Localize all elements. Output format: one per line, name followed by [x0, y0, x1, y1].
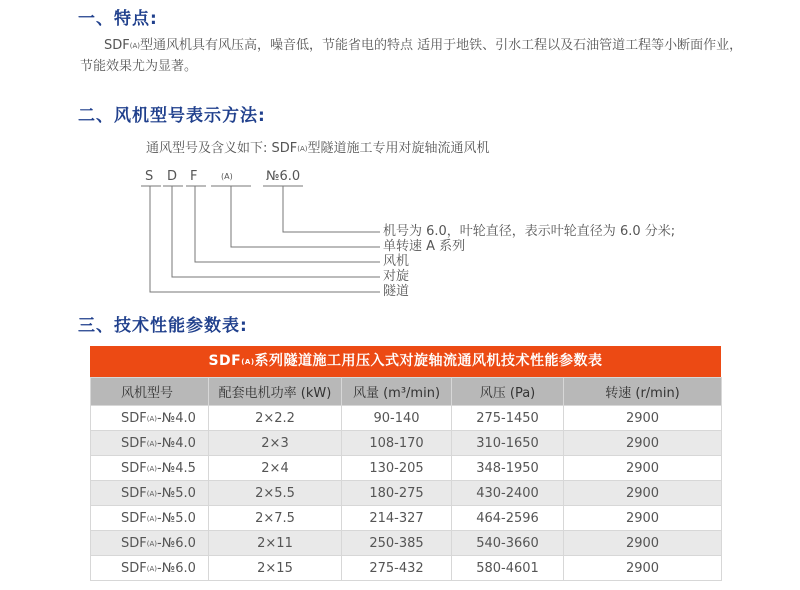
cell-model-subscript: (A): [146, 564, 158, 573]
cell-model-suffix: -№5.0: [157, 510, 196, 526]
cell-model-subscript: (A): [146, 439, 158, 448]
cell-model-prefix: SDF: [121, 485, 147, 501]
features-subscript: (A): [129, 42, 141, 50]
spec-table: [90, 377, 722, 581]
diagram-label-tunnel: 隧道: [383, 284, 410, 299]
cell-speed: 2900: [564, 506, 722, 531]
diagram-label-fan: 风机: [383, 254, 410, 269]
cell-model-subscript: (A): [146, 464, 158, 473]
cell-pressure: 348-1950: [452, 456, 564, 481]
code-number: №6.0: [266, 169, 301, 184]
code-letter-d: D: [167, 169, 178, 184]
cell-model-prefix: SDF: [121, 435, 147, 451]
cell-pressure: 540-3660: [452, 531, 564, 556]
header-speed: 转速 (r/min): [564, 378, 722, 406]
cell-model: [91, 406, 209, 431]
cell-power: 2×5.5: [209, 481, 342, 506]
cell-model-subscript: (A): [146, 489, 158, 498]
table-row: [91, 531, 722, 556]
spec-table-header-row: [91, 378, 722, 406]
cell-speed: 2900: [564, 431, 722, 456]
cell-power: 2×3: [209, 431, 342, 456]
cell-power: 2×4: [209, 456, 342, 481]
cell-model-prefix: SDF: [121, 535, 147, 551]
cell-flow: 180-275: [342, 481, 452, 506]
features-text-prefix: SDF: [104, 38, 130, 53]
cell-flow: 90-140: [342, 406, 452, 431]
cell-model-suffix: -№4.0: [157, 410, 196, 426]
table-row: [91, 506, 722, 531]
cell-model: [91, 431, 209, 456]
code-subscript: (A): [221, 172, 233, 181]
header-flow: 风量 (m³/min): [342, 378, 452, 406]
cell-pressure: 275-1450: [452, 406, 564, 431]
code-letter-f: F: [190, 169, 198, 184]
cell-model: [91, 456, 209, 481]
diagram-label-number: 机号为 6.0，叶轮直径，表示叶轮直径为 6.0 分米;: [383, 224, 676, 239]
cell-model-prefix: SDF: [121, 560, 147, 576]
table-row: [91, 431, 722, 456]
cell-speed: 2900: [564, 556, 722, 581]
cell-flow: 130-205: [342, 456, 452, 481]
features-text: 型通风机具有风压高，噪音低，节能省电的特点 适用于地铁、引水工程以及石油管道工程等小断面作业，: [140, 38, 743, 53]
cell-flow: 250-385: [342, 531, 452, 556]
cell-power: 2×11: [209, 531, 342, 556]
header-model: 风机型号: [91, 378, 209, 406]
diagram-label-series: 单转速 A 系列: [383, 239, 466, 254]
spec-table-title: [90, 346, 721, 377]
model-intro-suffix: 型隧道施工专用对旋轴流通风机: [307, 141, 490, 156]
table-row: [91, 456, 722, 481]
cell-speed: 2900: [564, 531, 722, 556]
table-row: [91, 406, 722, 431]
section-title-model: 二、风机型号表示方法:: [78, 106, 266, 126]
table-row: [91, 481, 722, 506]
cell-pressure: 464-2596: [452, 506, 564, 531]
cell-model: [91, 481, 209, 506]
cell-model-prefix: SDF: [121, 460, 147, 476]
cell-flow: 108-170: [342, 431, 452, 456]
cell-model-prefix: SDF: [121, 510, 147, 526]
cell-model-suffix: -№4.0: [157, 435, 196, 451]
cell-pressure: 580-4601: [452, 556, 564, 581]
cell-pressure: 310-1650: [452, 431, 564, 456]
cell-model: [91, 506, 209, 531]
cell-power: 2×15: [209, 556, 342, 581]
model-intro-prefix: 通风型号及含义如下: SDF: [146, 141, 298, 156]
cell-pressure: 430-2400: [452, 481, 564, 506]
spec-table-title-prefix: SDF: [208, 353, 242, 369]
spec-table-title-subscript: (A): [241, 358, 255, 366]
cell-model-suffix: -№4.5: [157, 460, 196, 476]
features-text-line2: 节能效果尤为显著。: [80, 59, 198, 74]
cell-model-subscript: (A): [146, 514, 158, 523]
cell-power: 2×7.5: [209, 506, 342, 531]
cell-flow: 214-327: [342, 506, 452, 531]
cell-model-suffix: -№6.0: [157, 535, 196, 551]
spec-table-title-suffix: 系列隧道施工用压入式对旋轴流通风机技术性能参数表: [254, 353, 603, 369]
cell-model-suffix: -№5.0: [157, 485, 196, 501]
section-title-specs: 三、技术性能参数表:: [78, 316, 248, 336]
code-letter-s: S: [145, 169, 154, 184]
table-row: [91, 556, 722, 581]
diagram-label-contra: 对旋: [383, 269, 410, 284]
cell-model-prefix: SDF: [121, 410, 147, 426]
cell-speed: 2900: [564, 481, 722, 506]
header-pressure: 风压 (Pa): [452, 378, 564, 406]
cell-speed: 2900: [564, 456, 722, 481]
cell-model-suffix: -№6.0: [157, 560, 196, 576]
spec-table-container: [90, 346, 721, 581]
cell-model-subscript: (A): [146, 539, 158, 548]
section-title-features: 一、特点:: [78, 9, 158, 29]
cell-power: 2×2.2: [209, 406, 342, 431]
model-intro-subscript: (A): [297, 145, 308, 153]
header-power: 配套电机功率 (kW): [209, 378, 342, 406]
cell-model-subscript: (A): [146, 414, 158, 423]
cell-model: [91, 531, 209, 556]
cell-model: [91, 556, 209, 581]
cell-speed: 2900: [564, 406, 722, 431]
cell-flow: 275-432: [342, 556, 452, 581]
